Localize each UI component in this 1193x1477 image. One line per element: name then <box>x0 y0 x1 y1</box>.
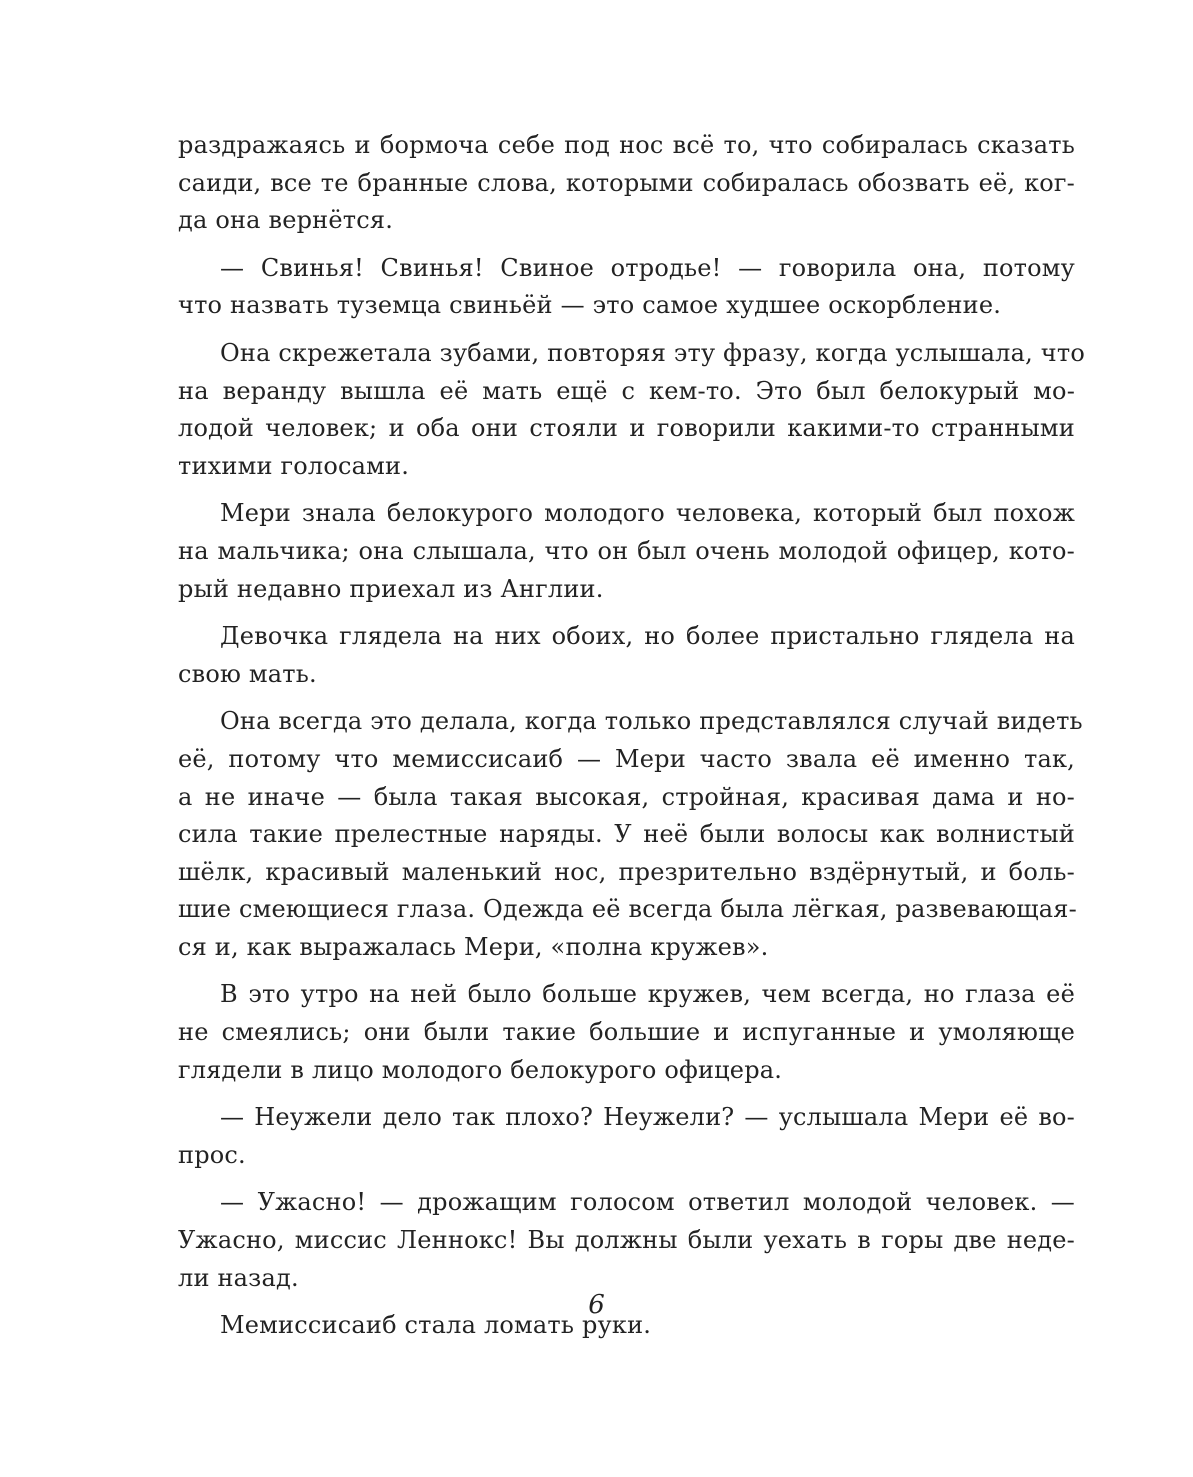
text-line: Мери знала белокурого молодого человека, который был похож <box>220 499 1075 528</box>
text-line: — Ужасно! — дрожащим голосом ответил молодой человек. — <box>220 1188 1075 1217</box>
text-line: ся и, как выражалась Мери, «полна кружев». <box>178 932 769 961</box>
text-line: Девочка глядела на них обоих, но более пристально глядела на <box>220 622 1075 651</box>
text-line: Ужасно, миссис Леннокс! Вы должны были уехать в горы две неде- <box>178 1226 1075 1255</box>
text-line: не смеялись; они были такие большие и испуганные и умоляюще <box>178 1018 1075 1047</box>
text-line: Мемиссисаиб стала ломать руки. <box>220 1311 652 1340</box>
body-text <box>178 127 1085 1355</box>
text-line: лодой человек; и оба они стояли и говорили какими-то странными <box>178 414 1075 443</box>
text-line: да она вернётся. <box>178 206 394 235</box>
text-line: прос. <box>178 1140 246 1169</box>
text-line: саиди, все те бранные слова, которыми собиралась обозвать её, ког- <box>178 168 1075 197</box>
text-line: сила такие прелестные наряды. У неё были волосы как волнистый <box>178 820 1075 849</box>
text-line: на веранду вышла её мать ещё с кем-то. Это был белокурый мо- <box>178 376 1075 405</box>
text-line: а не иначе — была такая высокая, стройная, красивая дама и но- <box>178 782 1075 811</box>
text-line: рый недавно приехал из Англии. <box>178 574 604 603</box>
text-line: шёлк, красивый маленький нос, презрительно вздёрнутый, и боль- <box>178 857 1075 886</box>
text-line: глядели в лицо молодого белокурого офицера. <box>178 1055 783 1084</box>
paragraph <box>178 976 1075 1089</box>
paragraph <box>178 495 1075 608</box>
paragraph <box>178 250 1075 325</box>
text-line: Она скрежетала зубами, повторяя эту фразу, когда услышала, что <box>220 338 1085 367</box>
text-line: свою мать. <box>178 659 317 688</box>
text-line: В это утро на ней было больше кружев, чем всегда, но глаза её <box>220 980 1075 1009</box>
paragraph <box>178 127 1075 240</box>
text-line: — Неужели дело так плохо? Неужели? — услышала Мери её во- <box>220 1103 1075 1132</box>
text-line: тихими голосами. <box>178 451 410 480</box>
paragraph <box>178 703 1083 966</box>
text-line: Она всегда это делала, когда только представлялся случай видеть <box>220 707 1083 736</box>
text-line: ли назад. <box>178 1263 299 1292</box>
text-line: на мальчика; она слышала, что он был очень молодой офицер, кото- <box>178 536 1075 565</box>
text-line: её, потому что мемиссисаиб — Мери часто звала её именно так, <box>178 744 1075 773</box>
text-line: — Свинья! Свинья! Свиное отродье! — говорила она, потому <box>220 253 1075 282</box>
page-number: 6 <box>588 1290 605 1320</box>
paragraph <box>178 1099 1075 1174</box>
text-line: раздражаясь и бормоча себе под нос всё то, что собиралась сказать <box>178 131 1075 159</box>
paragraph <box>178 335 1085 485</box>
text-line: шие смеющиеся глаза. Одежда её всегда была лёгкая, развевающая- <box>178 895 1077 924</box>
paragraph <box>178 618 1075 693</box>
paragraph <box>178 1184 1075 1297</box>
text-line: что назвать туземца свиньёй — это самое худшее оскорбление. <box>178 291 1002 320</box>
